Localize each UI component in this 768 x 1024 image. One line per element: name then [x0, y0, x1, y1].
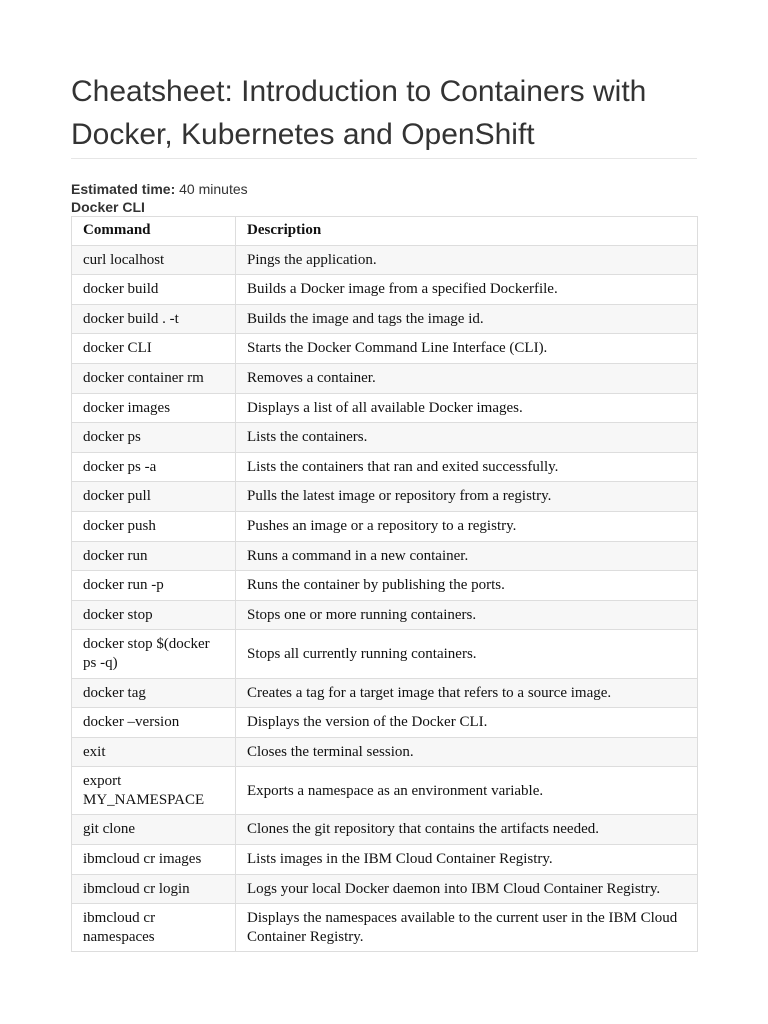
command-cell: docker build	[72, 275, 236, 305]
section-heading-docker-cli: Docker CLI	[71, 199, 145, 215]
table-row	[72, 304, 698, 334]
command-cell: docker build . -t	[72, 304, 236, 334]
column-header-command: Command	[72, 217, 236, 246]
table-row	[72, 845, 698, 875]
command-cell: export MY_NAMESPACE	[72, 767, 236, 815]
description-cell: Logs your local Docker daemon into IBM Cloud Container Registry.	[236, 874, 698, 904]
description-cell: Starts the Docker Command Line Interface (CLI).	[236, 334, 698, 364]
description-cell: Builds a Docker image from a specified Dockerfile.	[236, 275, 698, 305]
command-cell: ibmcloud cr namespaces	[72, 904, 236, 952]
description-cell: Runs the container by publishing the ports.	[236, 571, 698, 601]
column-header-description: Description	[236, 217, 698, 246]
description-cell: Lists the containers.	[236, 423, 698, 453]
document-page	[71, 70, 697, 952]
table-row	[72, 393, 698, 423]
table-row	[72, 874, 698, 904]
command-cell: docker ps	[72, 423, 236, 453]
description-cell: Clones the git repository that contains the artifacts needed.	[236, 815, 698, 845]
command-cell: docker CLI	[72, 334, 236, 364]
command-cell: ibmcloud cr login	[72, 874, 236, 904]
description-cell: Displays a list of all available Docker images.	[236, 393, 698, 423]
table-row	[72, 423, 698, 453]
table-row	[72, 245, 698, 275]
table-row	[72, 630, 698, 678]
table-row	[72, 737, 698, 767]
command-cell: docker stop $(docker ps -q)	[72, 630, 236, 678]
command-cell: docker pull	[72, 482, 236, 512]
description-cell: Pushes an image or a repository to a registry.	[236, 511, 698, 541]
command-cell: docker images	[72, 393, 236, 423]
description-cell: Displays the namespaces available to the current user in the IBM Cloud Container Registry.	[236, 904, 698, 952]
command-cell: ibmcloud cr images	[72, 845, 236, 875]
table-body	[72, 245, 698, 952]
description-cell: Closes the terminal session.	[236, 737, 698, 767]
command-cell: exit	[72, 737, 236, 767]
page-title: Cheatsheet: Introduction to Containers with Docker, Kubernetes and OpenShift	[71, 70, 697, 159]
command-cell: git clone	[72, 815, 236, 845]
estimated-time	[71, 180, 697, 198]
table-row	[72, 571, 698, 601]
table-row	[72, 767, 698, 815]
description-cell: Pulls the latest image or repository from a registry.	[236, 482, 698, 512]
estimated-time-value: 40 minutes	[179, 181, 248, 197]
command-cell: docker container rm	[72, 363, 236, 393]
table-row	[72, 541, 698, 571]
table-row	[72, 482, 698, 512]
description-cell: Displays the version of the Docker CLI.	[236, 708, 698, 738]
command-cell: docker push	[72, 511, 236, 541]
table-header-row	[72, 217, 698, 246]
description-cell: Lists images in the IBM Cloud Container Registry.	[236, 845, 698, 875]
description-cell: Builds the image and tags the image id.	[236, 304, 698, 334]
table-row	[72, 452, 698, 482]
table-row	[72, 815, 698, 845]
command-cell: curl localhost	[72, 245, 236, 275]
command-cell: docker run	[72, 541, 236, 571]
description-cell: Exports a namespace as an environment variable.	[236, 767, 698, 815]
description-cell: Stops all currently running containers.	[236, 630, 698, 678]
command-table	[71, 216, 698, 952]
command-cell: docker ps -a	[72, 452, 236, 482]
description-cell: Removes a container.	[236, 363, 698, 393]
description-cell: Pings the application.	[236, 245, 698, 275]
estimated-time-label: Estimated time:	[71, 181, 176, 197]
table-row	[72, 678, 698, 708]
table-row	[72, 334, 698, 364]
command-cell: docker tag	[72, 678, 236, 708]
table-row	[72, 275, 698, 305]
command-cell: docker stop	[72, 600, 236, 630]
command-cell: docker –version	[72, 708, 236, 738]
description-cell: Runs a command in a new container.	[236, 541, 698, 571]
description-cell: Creates a tag for a target image that refers to a source image.	[236, 678, 698, 708]
table-row	[72, 363, 698, 393]
description-cell: Stops one or more running containers.	[236, 600, 698, 630]
table-row	[72, 600, 698, 630]
table-row	[72, 904, 698, 952]
description-cell: Lists the containers that ran and exited successfully.	[236, 452, 698, 482]
table-row	[72, 511, 698, 541]
table-row	[72, 708, 698, 738]
command-cell: docker run -p	[72, 571, 236, 601]
